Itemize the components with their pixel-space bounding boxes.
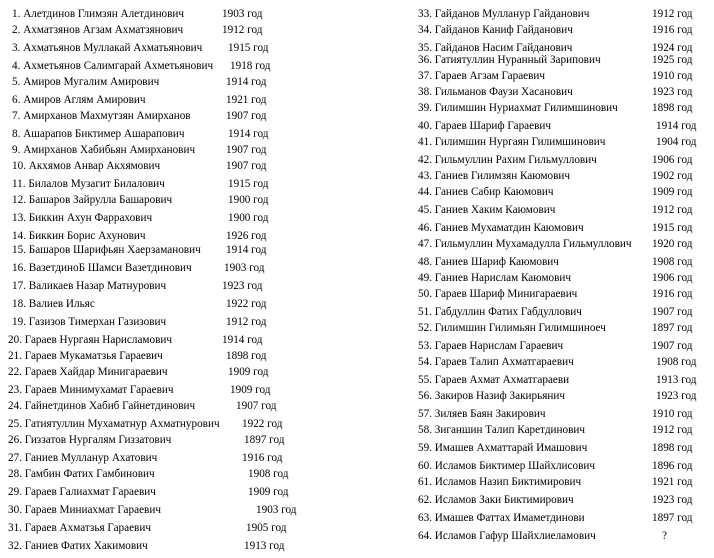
birth-year: 1900 год <box>228 194 269 206</box>
entry-number: 39. <box>418 102 432 114</box>
person-entry <box>418 84 573 100</box>
person-name: Гараев Минимухамат Гараевич <box>24 384 174 396</box>
person-name: Билалов Музагит Билалович <box>28 178 165 190</box>
entry-number: 17. <box>12 280 26 292</box>
birth-year: 1909 год <box>248 486 289 498</box>
entry-number: 21. <box>8 350 22 362</box>
birth-year: 1921 год <box>652 476 693 488</box>
person-entry <box>418 220 584 236</box>
entry-number: 57. <box>418 408 432 420</box>
birth-year: 1908 год <box>248 468 289 480</box>
person-entry <box>418 22 573 38</box>
birth-year: 1912 год <box>226 316 267 328</box>
person-entry <box>418 6 589 22</box>
entry-number: 43. <box>418 170 432 182</box>
person-entry <box>12 74 159 90</box>
entry-number: 56. <box>418 390 432 402</box>
entry-number: 20. <box>8 334 22 346</box>
entry-number: 61. <box>418 476 432 488</box>
person-name: Гараев Шариф Гараевич <box>434 120 551 132</box>
birth-year: 1914 год <box>656 120 697 132</box>
entry-number: 63. <box>418 512 432 524</box>
birth-year: 1897 год <box>652 322 693 334</box>
person-name: Гатиятуллин Мухаматнур Ахматнурович <box>24 418 220 430</box>
person-name: Гараев Нарислам Гараевич <box>434 340 564 352</box>
entry-number: 41. <box>418 136 432 148</box>
birth-year: 1914 год <box>226 244 267 256</box>
person-entry <box>418 492 574 508</box>
person-name: Исламов Заки Биктимирович <box>434 494 574 506</box>
person-entry <box>12 296 95 312</box>
entry-number: 22. <box>8 366 22 378</box>
person-entry <box>12 278 166 294</box>
entry-number: 9. <box>12 144 21 156</box>
person-name: Гайданов Насим Гайданович <box>434 42 573 54</box>
entry-number: 46. <box>418 222 432 234</box>
person-name: Гильмуллин Рахим Гильмуллович <box>434 154 597 166</box>
person-entry <box>8 432 171 448</box>
birth-year: 1907 год <box>652 340 693 352</box>
person-entry <box>418 320 606 336</box>
birth-year: 1915 год <box>228 42 269 54</box>
birth-year: 1907 год <box>226 110 267 122</box>
person-entry <box>8 502 161 518</box>
entry-number: 5. <box>12 76 21 88</box>
birth-year: 1925 год <box>652 54 693 66</box>
person-name: Гильманов Фаузи Хасанович <box>434 86 573 98</box>
entry-number: 1. <box>12 8 21 20</box>
person-name: Гайданов Мулланур Гайданович <box>434 8 590 20</box>
entry-number: 7. <box>12 110 21 122</box>
person-name: Гараев Агзам Гараевич <box>434 70 546 82</box>
entry-number: 59. <box>418 442 432 454</box>
entry-number: 6. <box>12 94 21 106</box>
person-entry <box>12 314 166 330</box>
person-entry <box>418 338 563 354</box>
birth-year: ? <box>662 530 667 542</box>
birth-year: 1916 год <box>652 288 693 300</box>
entry-number: 31. <box>8 522 22 534</box>
person-name: Гараев Шариф Минигараевич <box>434 288 578 300</box>
entry-number: 16. <box>12 262 26 274</box>
person-entry <box>418 422 585 438</box>
birth-year: 1907 год <box>652 306 693 318</box>
person-entry <box>418 168 570 184</box>
entry-number: 26. <box>8 434 22 446</box>
birth-year: 1922 год <box>226 298 267 310</box>
birth-year: 1896 год <box>652 460 693 472</box>
person-name: Ахматзянов Агзам Ахматзянович <box>23 24 184 36</box>
person-name: Биккин Борис Ахунович <box>28 230 146 242</box>
person-name: Зиганшин Талип Каретдинович <box>434 424 586 436</box>
person-name: Ганиев Шариф Каюмович <box>434 256 559 268</box>
person-name: Гараев Ахматзья Гараевич <box>24 522 151 534</box>
birth-year: 1914 год <box>228 128 269 140</box>
person-entry <box>418 388 565 404</box>
birth-year: 1908 год <box>656 356 697 368</box>
person-entry <box>418 202 555 218</box>
entry-number: 45. <box>418 204 432 216</box>
person-name: Гилимшин Нургаян Гилимшинович <box>434 136 606 148</box>
person-entry <box>418 440 587 456</box>
birth-year: 1912 год <box>652 424 693 436</box>
birth-year: 1923 год <box>656 390 697 402</box>
entry-number: 37. <box>418 70 432 82</box>
birth-year: 1923 год <box>222 280 263 292</box>
birth-year: 1897 год <box>652 512 693 524</box>
person-name: Валикаев Назар Матнурович <box>28 280 167 292</box>
person-name: Закиров Назиф Закирьянич <box>434 390 565 402</box>
birth-year: 1903 год <box>224 262 265 274</box>
birth-year: 1898 год <box>226 350 267 362</box>
person-entry <box>418 152 597 168</box>
person-entry <box>418 134 605 150</box>
birth-year: 1913 год <box>656 374 697 386</box>
birth-year: 1909 год <box>228 366 269 378</box>
entry-number: 12. <box>12 194 26 206</box>
person-entry <box>12 260 192 276</box>
person-entry <box>418 458 595 474</box>
person-entry <box>418 372 569 388</box>
entry-number: 14. <box>12 230 26 242</box>
entry-number: 35. <box>418 42 432 54</box>
entry-number: 36. <box>418 54 432 66</box>
birth-year: 1904 год <box>656 136 697 148</box>
person-entry <box>12 92 146 108</box>
person-name: Исламов Гафур Шайхлиеламович <box>434 530 596 542</box>
entry-number: 40. <box>418 120 432 132</box>
person-name: Гараев Хайдар Минигараевич <box>24 366 168 378</box>
person-entry <box>418 118 551 134</box>
person-entry <box>418 304 582 320</box>
entry-number: 58. <box>418 424 432 436</box>
person-entry <box>12 192 172 208</box>
birth-year: 1914 год <box>226 76 267 88</box>
entry-number: 42. <box>418 154 432 166</box>
person-entry <box>418 270 571 286</box>
person-name: Ганиев Мулланур Ахатович <box>24 452 158 464</box>
birth-year: 1900 год <box>228 212 269 224</box>
birth-year: 1916 год <box>242 452 283 464</box>
entry-number: 8. <box>12 128 21 140</box>
entry-number: 2. <box>12 24 21 36</box>
person-entry <box>12 22 183 38</box>
birth-year: 1923 год <box>652 494 693 506</box>
birth-year: 1918 год <box>230 60 271 72</box>
entry-number: 10. <box>12 160 26 172</box>
birth-year: 1915 год <box>228 178 269 190</box>
person-entry <box>8 398 195 414</box>
person-name: Имашев Фаттах Имаметдинови <box>434 512 585 524</box>
person-entry <box>8 364 168 380</box>
person-name: Гатиятуллин Нуранный Зарипович <box>434 54 601 66</box>
entry-number: 44. <box>418 186 432 198</box>
person-name: Гиззатов Нургалям Гиззатович <box>24 434 172 446</box>
birth-year: 1905 год <box>246 522 287 534</box>
birth-year: 1912 год <box>222 24 263 36</box>
person-name: Гилимшин Нуриахмат Гилимшинович <box>434 102 618 114</box>
person-name: Гайданов Каниф Гайданович <box>434 24 573 36</box>
person-name: Гараев Миниахмат Гараевич <box>24 504 161 516</box>
birth-year: 1912 год <box>652 204 693 216</box>
person-entry <box>12 158 160 174</box>
entry-number: 52. <box>418 322 432 334</box>
birth-year: 1897 год <box>244 434 285 446</box>
person-name: Исламов Биктимер Шайхлисович <box>434 460 595 472</box>
entry-number: 28. <box>8 468 22 480</box>
birth-year: 1924 год <box>652 42 693 54</box>
person-name: Ахметьянов Салимгарай Ахметьянович <box>23 60 214 72</box>
person-name: ВазетдиноБ Шамси Вазетдинович <box>28 262 192 274</box>
person-name: Газизов Тимерхан Газизович <box>28 316 167 328</box>
entry-number: 3. <box>12 42 21 54</box>
person-name: Амирханов Хабибьян Амирханович <box>23 144 196 156</box>
person-entry <box>418 406 546 422</box>
birth-year: 1909 год <box>230 384 271 396</box>
person-entry <box>418 474 581 490</box>
birth-year: 1902 год <box>652 170 693 182</box>
birth-year: 1914 год <box>222 334 263 346</box>
person-name: Ганиев Мухаматдин Каюмович <box>434 222 584 234</box>
person-name: Ахматьянов Муллакай Ахматьянович <box>23 42 203 54</box>
entry-number: 13. <box>12 212 26 224</box>
person-name: Гараев Ахмат Ахматгараеви <box>434 374 570 386</box>
person-entry <box>12 142 195 158</box>
entry-number: 27. <box>8 452 22 464</box>
birth-year: 1922 год <box>242 418 283 430</box>
person-name: Ганиев Нарислам Каюмович <box>434 272 572 284</box>
person-entry <box>12 40 202 56</box>
person-entry <box>8 484 156 500</box>
person-name: Ганиев Хаким Каюмович <box>434 204 556 216</box>
entry-number: 54. <box>418 356 432 368</box>
entry-number: 47. <box>418 238 432 250</box>
birth-year: 1903 год <box>256 504 297 516</box>
person-entry <box>12 58 213 74</box>
birth-year: 1903 год <box>222 8 263 20</box>
birth-year: 1906 год <box>652 154 693 166</box>
entry-number: 49. <box>418 272 432 284</box>
birth-year: 1909 год <box>652 186 693 198</box>
person-entry <box>418 286 577 302</box>
birth-year: 1907 год <box>226 160 267 172</box>
person-entry <box>12 210 152 226</box>
birth-year: 1906 год <box>652 272 693 284</box>
birth-year: 1907 год <box>226 144 267 156</box>
entry-number: 4. <box>12 60 21 72</box>
birth-year: 1923 год <box>652 86 693 98</box>
birth-year: 1898 год <box>652 442 693 454</box>
entry-number: 33. <box>418 8 432 20</box>
entry-number: 19. <box>12 316 26 328</box>
person-entry <box>12 6 184 22</box>
person-entry <box>12 126 184 142</box>
birth-year: 1907 год <box>236 400 277 412</box>
entry-number: 48. <box>418 256 432 268</box>
person-entry <box>8 538 148 554</box>
entry-number: 53. <box>418 340 432 352</box>
person-name: Гамбин Фатих Гамбинович <box>24 468 155 480</box>
entry-number: 29. <box>8 486 22 498</box>
person-entry <box>8 332 172 348</box>
person-name: Габдуллин Фатих Габдуллович <box>434 306 582 318</box>
entry-number: 51. <box>418 306 432 318</box>
entry-number: 25. <box>8 418 22 430</box>
person-name: Исламов Назип Биктимирович <box>434 476 582 488</box>
birth-year: 1910 год <box>652 408 693 420</box>
person-name: Башаров Шарифьян Хаерзаманович <box>28 244 201 256</box>
person-entry <box>8 466 155 482</box>
person-name: Амиров Мугалим Амирович <box>23 76 160 88</box>
person-entry <box>418 254 559 270</box>
entry-number: 34. <box>418 24 432 36</box>
birth-year: 1913 год <box>244 540 285 552</box>
person-entry <box>12 242 201 258</box>
entry-number: 62. <box>418 494 432 506</box>
person-name: Ганиев Сабир Каюмович <box>434 186 554 198</box>
person-name: Ашарапов Биктимер Ашарапович <box>23 128 185 140</box>
person-name: Гараев Галиахмат Гараевич <box>24 486 156 498</box>
entry-number: 11. <box>12 178 26 190</box>
person-entry <box>8 382 173 398</box>
entry-number: 24. <box>8 400 22 412</box>
entry-number: 15. <box>12 244 26 256</box>
person-name: Акхямов Анвар Акхямович <box>28 160 161 172</box>
birth-year: 1920 год <box>652 238 693 250</box>
birth-year: 1910 год <box>652 70 693 82</box>
person-name: Зиляев Баян Закирович <box>434 408 546 420</box>
person-name: Ганиев Гилимзян Каюмович <box>434 170 571 182</box>
person-entry <box>418 528 596 544</box>
person-name: Гараев Нургаян Нарисламович <box>24 334 172 346</box>
birth-year: 1916 год <box>652 24 693 36</box>
person-entry <box>418 354 574 370</box>
person-entry <box>418 52 601 68</box>
entry-number: 23. <box>8 384 22 396</box>
person-entry <box>12 176 165 192</box>
person-name: Амирханов Махмутзян Амирханов <box>23 110 191 122</box>
entry-number: 18. <box>12 298 26 310</box>
person-entry <box>8 348 163 364</box>
person-name: Гараев Талип Ахматгараевич <box>434 356 574 368</box>
person-name: Алетдинов Глимзян Алетдинович <box>23 8 185 20</box>
entry-number: 64. <box>418 530 432 542</box>
birth-year: 1921 год <box>226 94 267 106</box>
person-name: Валиев Ильяс <box>28 298 95 310</box>
person-entry <box>418 510 585 526</box>
person-entry <box>8 520 151 536</box>
birth-year: 1908 год <box>652 256 693 268</box>
person-entry <box>418 236 632 252</box>
birth-year: 1926 год <box>226 230 267 242</box>
birth-year: 1912 год <box>652 8 693 20</box>
entry-number: 50. <box>418 288 432 300</box>
person-entry <box>8 416 220 432</box>
person-name: Гараев Мукаматзья Гараевич <box>24 350 163 362</box>
birth-year: 1898 год <box>652 102 693 114</box>
person-entry <box>418 68 545 84</box>
person-name: Ганиев Фатих Хакимович <box>24 540 148 552</box>
person-entry <box>418 184 554 200</box>
person-entry <box>418 100 618 116</box>
person-entry <box>12 108 191 124</box>
entry-number: 38. <box>418 86 432 98</box>
person-name: Гильмуллин Мухамадулла Гильмуллович <box>434 238 632 250</box>
entry-number: 60. <box>418 460 432 472</box>
birth-year: 1915 год <box>652 222 693 234</box>
person-name: Биккин Ахун Фаррахович <box>28 212 153 224</box>
person-name: Башаров Зайрулла Башарович <box>28 194 173 206</box>
entry-number: 55. <box>418 374 432 386</box>
person-name: Амиров Аглям Амирович <box>23 94 146 106</box>
person-name: Гилимшин Гилимьян Гилимшиноеч <box>434 322 606 334</box>
person-name: Гайнетдинов Хабиб Гайнетдинович <box>24 400 196 412</box>
entry-number: 32. <box>8 540 22 552</box>
entry-number: 30. <box>8 504 22 516</box>
person-name: Имашев Ахматтарай Имашович <box>434 442 588 454</box>
person-entry <box>8 450 157 466</box>
